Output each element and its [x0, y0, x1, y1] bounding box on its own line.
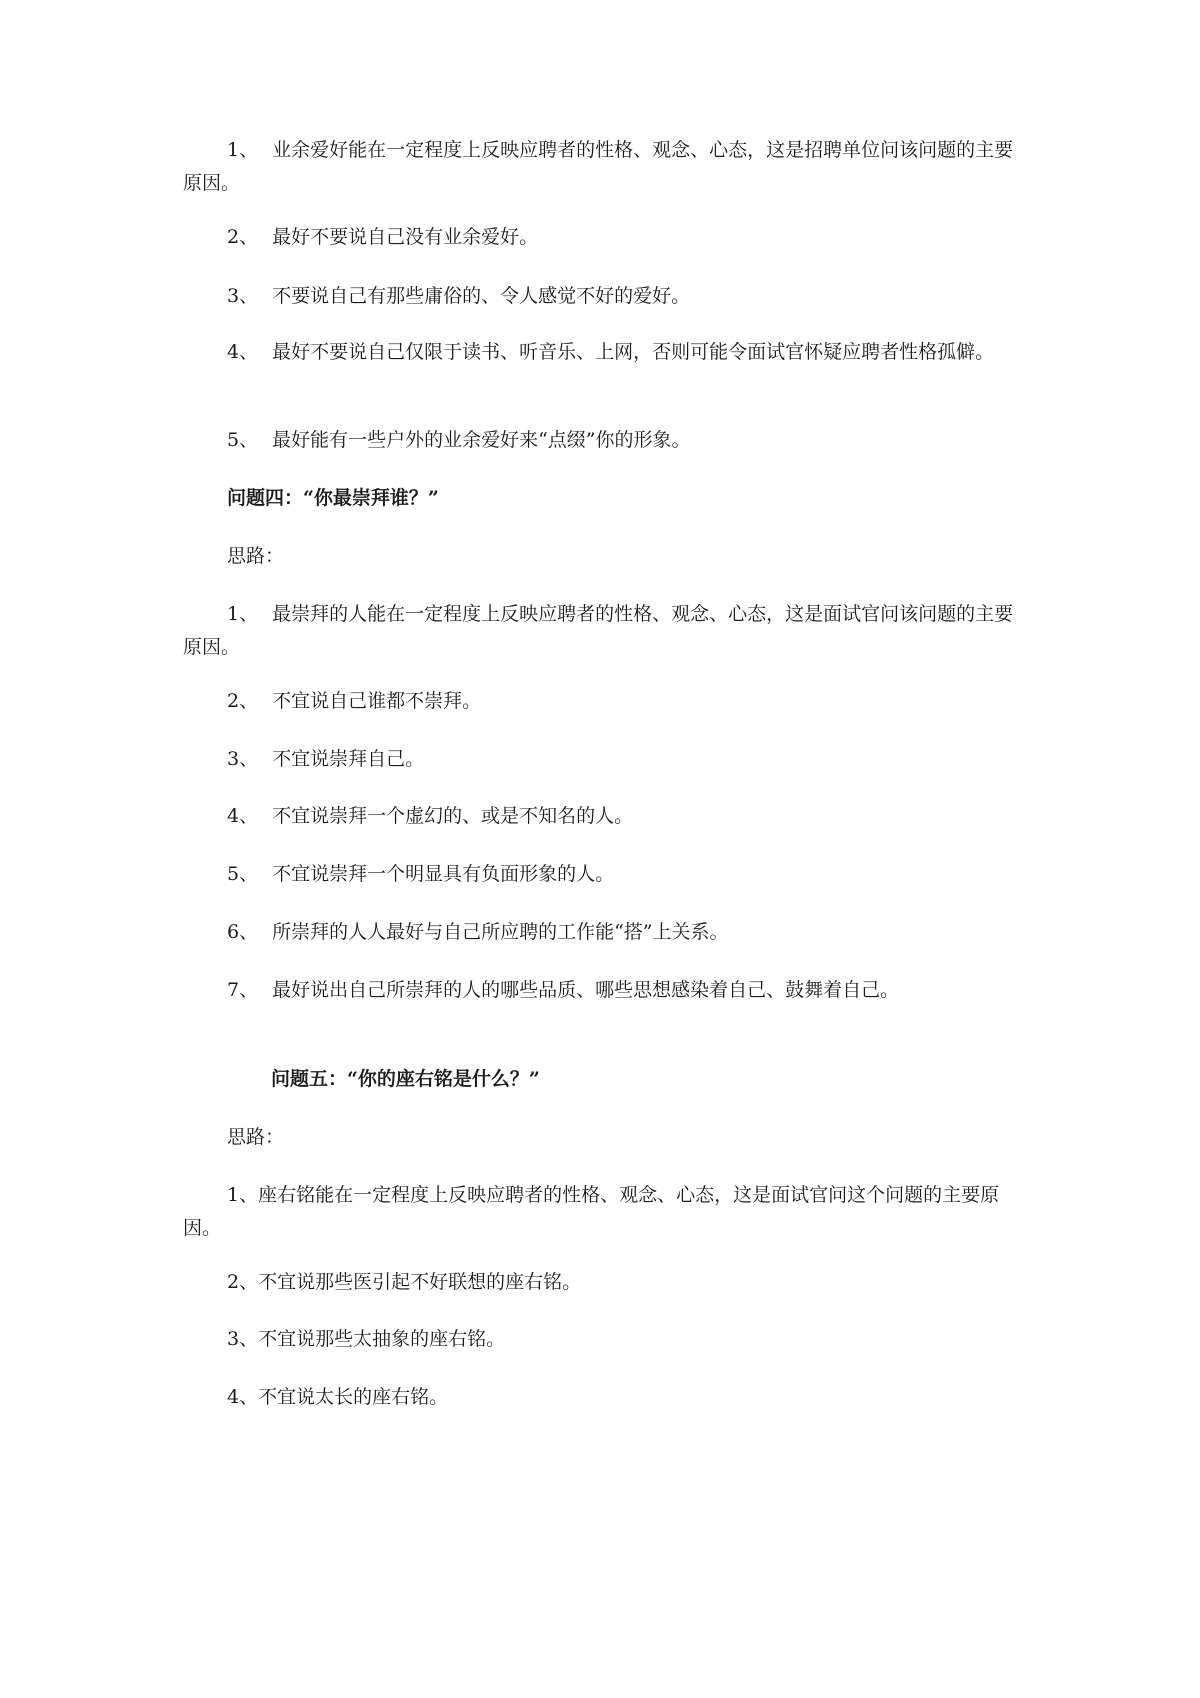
hobby-point-3	[183, 280, 1023, 313]
point-number: 5、	[227, 429, 259, 451]
point-number: 2、	[227, 226, 259, 248]
question4-point-1	[183, 598, 1023, 664]
hobby-point-4	[183, 336, 1023, 369]
question5-point-1	[183, 1179, 1023, 1245]
point-number: 1、	[227, 139, 259, 161]
question4-point-2	[183, 685, 1023, 718]
point-text: 不宜说自己谁都不崇拜。	[272, 690, 482, 712]
point-text: 最好能有一些户外的业余爱好来“点缀”你的形象。	[272, 429, 691, 451]
point-text: 所崇拜的人人最好与自己所应聘的工作能“搭”上关系。	[272, 921, 729, 943]
point-text: 不要说自己有那些庸俗的、令人感觉不好的爱好。	[272, 285, 691, 307]
point-number: 4、	[227, 341, 259, 363]
point-text: 最好不要说自己没有业余爱好。	[272, 226, 539, 248]
point-text: 最好不要说自己仅限于读书、听音乐、上网，否则可能令面试官怀疑应聘者性格孤僻。	[272, 341, 995, 363]
question4-point-7	[183, 974, 1023, 1007]
question5-point-4	[183, 1381, 1023, 1414]
hobby-point-5	[183, 424, 1023, 457]
point-text: 座右铭能在一定程度上反映应聘者的性格、观念、心态，这是面试官问这个问题的主要原因。	[183, 1184, 1000, 1239]
hobby-point-1	[183, 134, 1023, 200]
point-text: 不宜说那些医引起不好联想的座右铭。	[258, 1271, 582, 1293]
question4-title: 问题四：“你最崇拜谁？”	[227, 487, 439, 509]
point-text: 业余爱好能在一定程度上反映应聘者的性格、观念、心态，这是招聘单位问该问题的主要原因。	[183, 139, 1014, 194]
point-text: 不宜说崇拜一个虚幻的、或是不知名的人。	[272, 805, 634, 827]
point-number: 1、	[227, 603, 259, 625]
point-text: 不宜说崇拜自己。	[272, 748, 425, 770]
point-number: 6、	[227, 921, 259, 943]
point-number: 2、	[227, 1271, 259, 1293]
point-number: 7、	[227, 979, 259, 1001]
question5-title: 问题五：“你的座右铭是什么？”	[271, 1068, 540, 1090]
question4-point-4	[183, 800, 1023, 833]
hobby-point-2	[183, 221, 1023, 254]
point-text: 不宜说那些太抽象的座右铭。	[258, 1328, 506, 1350]
question5-point-3	[183, 1323, 1023, 1356]
question4-point-5	[183, 858, 1023, 891]
point-number: 5、	[227, 863, 259, 885]
point-number: 4、	[227, 1386, 259, 1408]
point-number: 1、	[227, 1184, 259, 1206]
point-text: 不宜说崇拜一个明显具有负面形象的人。	[272, 863, 615, 885]
point-text: 最好说出自己所崇拜的人的哪些品质、哪些思想感染着自己、鼓舞着自己。	[272, 979, 900, 1001]
question5-point-2	[183, 1266, 1023, 1299]
question4-approach-label: 思路：	[227, 545, 285, 567]
point-number: 3、	[227, 285, 259, 307]
point-text: 最崇拜的人能在一定程度上反映应聘者的性格、观念、心态，这是面试官问该问题的主要原因。	[183, 603, 1014, 658]
point-number: 3、	[227, 1328, 259, 1350]
point-number: 4、	[227, 805, 259, 827]
point-number: 3、	[227, 748, 259, 770]
question5-approach-label: 思路：	[227, 1126, 285, 1148]
question4-point-3	[183, 743, 1023, 776]
point-number: 2、	[227, 690, 259, 712]
question4-point-6	[183, 916, 1023, 949]
point-text: 不宜说太长的座右铭。	[258, 1386, 449, 1408]
